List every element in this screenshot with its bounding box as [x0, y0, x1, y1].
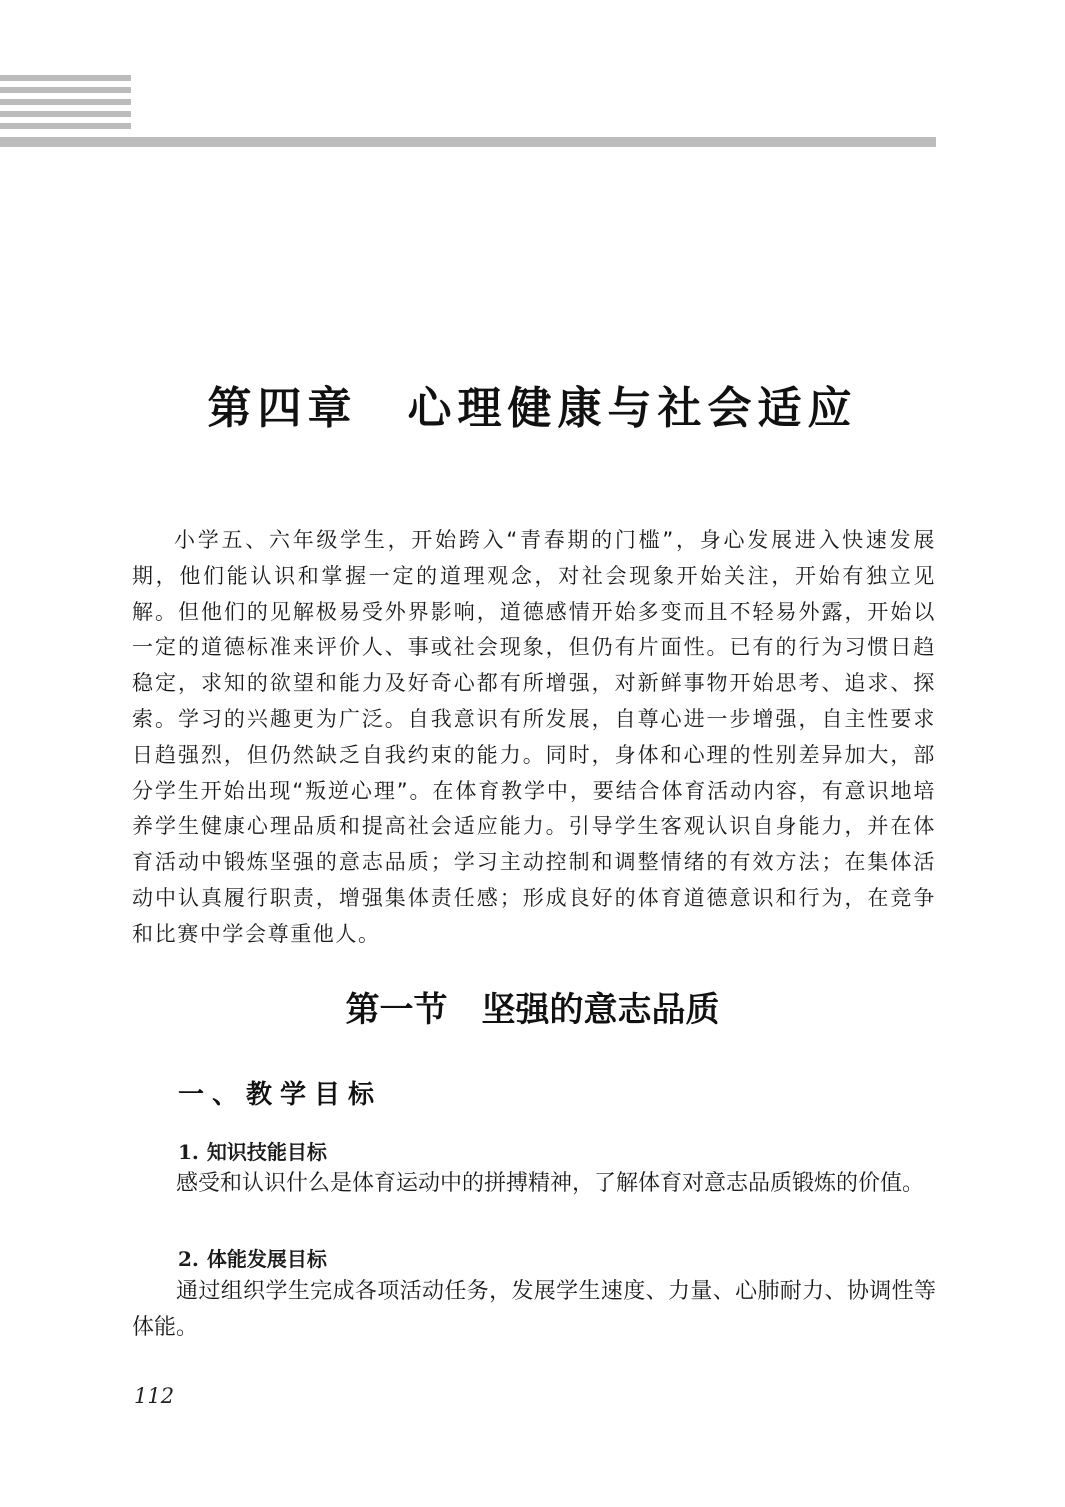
objective-heading-text: 知识技能目标 [206, 1140, 327, 1164]
chapter-title: 第四章 心理健康与社会适应 [207, 383, 858, 434]
objective-heading-text: 体能发展目标 [206, 1247, 327, 1271]
objective-number: 1. [178, 1140, 199, 1164]
objective-number: 2. [178, 1247, 199, 1271]
objective-heading-2 [178, 1243, 327, 1272]
objective-heading-1 [178, 1136, 327, 1165]
objective-body-2: 通过组织学生完成各项活动任务，发展学生速度、力量、心肺耐力、协调性等体能。 [132, 1279, 936, 1340]
section-title: 第一节 坚强的意志品质 [345, 990, 720, 1030]
subsection-title: 一、教学目标 [178, 1080, 383, 1110]
page-number: 112 [134, 1384, 175, 1408]
header-stripe [0, 75, 131, 81]
header-rule [0, 137, 936, 147]
intro-paragraph: 小学五、六年级学生，开始跨入“青春期的门槛”，身心发展进入快速发展期，他们能认识和掌握一定的道理观念，对社会现象开始关注，开始有独立见解。但他们的见解极易受外界影响，道德感情开始多变而且不轻易外露，开始以一定的道德标准来评价人、事或社会现象，但仍有片面性。已有的行为习惯日趋稳定，求知的欲望和能力及好奇心都有所增强，对新鲜事物开始思考、追求、探索。学习的兴趣更为广泛。自我意识有所发展，自尊心进一步增强，自主性要求日趋强烈，但仍然缺乏自我约束的能力。同时，身体和心理的性别差异加大，部分学生开始出现“叛逆心理”。在体育教学中，要结合体育活动内容，有意识地培养学生健康心理品质和提高社会适应能力。引导学生客观认识自身能力，并在体育活动中锻炼坚强的意志品质；学习主动控制和调整情绪的有效方法；在集体活动中认真履行职责，增强集体责任感；形成良好的体育道德意识和行为，在竞争和比赛中学会尊重他人。 [132, 528, 936, 946]
header-stripe [0, 87, 131, 93]
header-stripe [0, 111, 131, 117]
objective-body-1: 感受和认识什么是体育运动中的拼搏精神，了解体育对意志品质锻炼的价值。 [176, 1171, 925, 1196]
header-stripe [0, 123, 131, 129]
header-stripe [0, 99, 131, 105]
